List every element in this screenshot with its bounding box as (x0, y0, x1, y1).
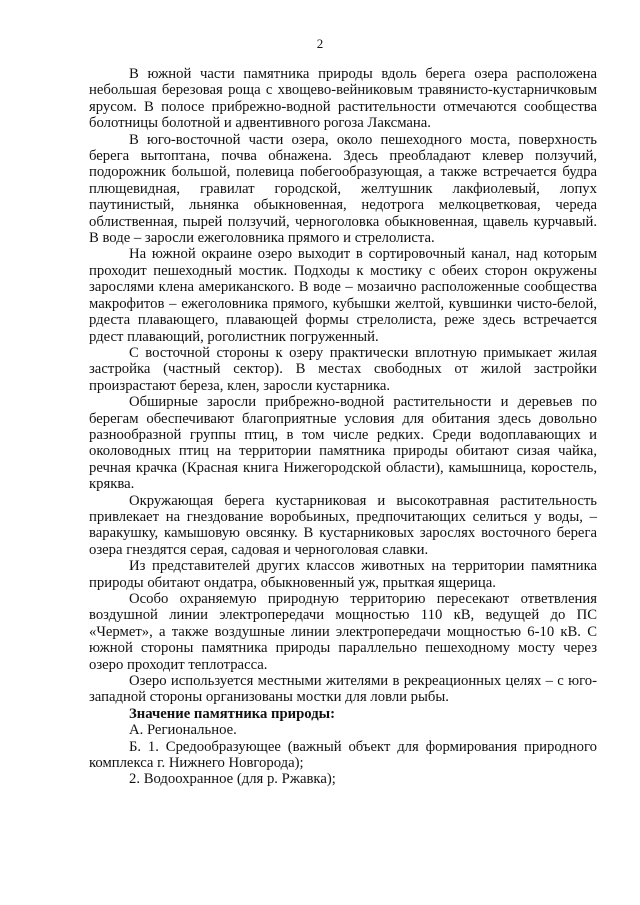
paragraph: В юго-восточной части озера, около пешеходного моста, поверхность берега вытоптана, почва обнажена. Здесь преобладают клевер ползучий, подорожник большой, полевица побегообразующая, а также встречается будра плющевидная, гравилат городской, желтушник лакфиолевый, лопух паутинистый, льнянка обыкновенная, недотрога мелкоцветковая, череда облиственная, пырей ползучий, черноголовка обыкновенная, щавель курчавый. В воде – заросли ежеголовника прямого и стрелолиста. (89, 131, 597, 247)
paragraph: На южной окраине озеро выходит в сортировочный канал, над которым проходит пешеходный мостик. Подходы к мостику с обеих сторон окружены зарослями клена американского. В воде – мозаично расположенные сообщества макрофитов – ежеголовника прямого, кубышки желтой, кувшинки чисто-белой, рдеста плавающего, плавающей формы стрелолиста, реже здесь встречается рдест плавающий, роголистник погруженный. (89, 246, 597, 345)
section-heading: Значение памятника природы: (129, 705, 336, 722)
document-body (89, 66, 597, 788)
paragraph: Обширные заросли прибрежно-водной растительности и деревьев по берегам обеспечивают благоприятные условия для обитания здесь довольно разнообразной группы птиц, в том числе редких. Среди водоплавающих и околоводных птиц на территории памятника природы обитают сизая чайка, речная крачка (Красная книга Нижегородской области), камышница, коростель, кряква. (89, 394, 597, 493)
paragraph: С восточной стороны к озеру практически вплотную примыкает жилая застройка (частный сектор). В местах свободных от жилой застройки произрастают береза, клен, заросли кустарника. (89, 344, 597, 394)
list-item: А. Региональное. (129, 722, 237, 739)
paragraph: Окружающая берега кустарниковая и высокотравная растительность привлекает на гнездование воробьиных, предпочитающих селиться у воды, – варакушку, камышовую овсянку. В кустарниковых зарослях восточного берега озера гнездятся серая, садовая и черноголовая славки. (89, 492, 597, 558)
paragraph: В южной части памятника природы вдоль берега озера расположена небольшая березовая роща с хвощево-вейниковым травянисто-кустарничковым ярусом. В полосе прибрежно-водной растительности отмечаются сообщества болотницы болотной и адвентивного рогоза Лаксмана. (89, 66, 597, 132)
paragraph: Озеро используется местными жителями в рекреационных целях – с юго-западной стороны организованы мостки для ловли рыбы. (89, 673, 597, 706)
list-item: 2. Водоохранное (для р. Ржавка); (129, 771, 336, 788)
list-item: Б. 1. Средообразующее (важный объект для формирования природного комплекса г. Нижнего Новгорода); (89, 738, 597, 772)
paragraph: Из представителей других классов животных на территории памятника природы обитают ондатра, обыкновенный уж, прыткая ящерица. (89, 558, 597, 591)
page-number: 2 (316, 36, 324, 51)
paragraph: Особо охраняемую природную территорию пересекают ответвления воздушной линии электропередачи мощностью 110 кВ, ведущей до ПС «Чермет», а также воздушные линии электропередачи мощностью 6-10 кВ. С южной стороны памятника природы параллельно пешеходному мосту через озеро проходит теплотрасса. (89, 591, 597, 673)
